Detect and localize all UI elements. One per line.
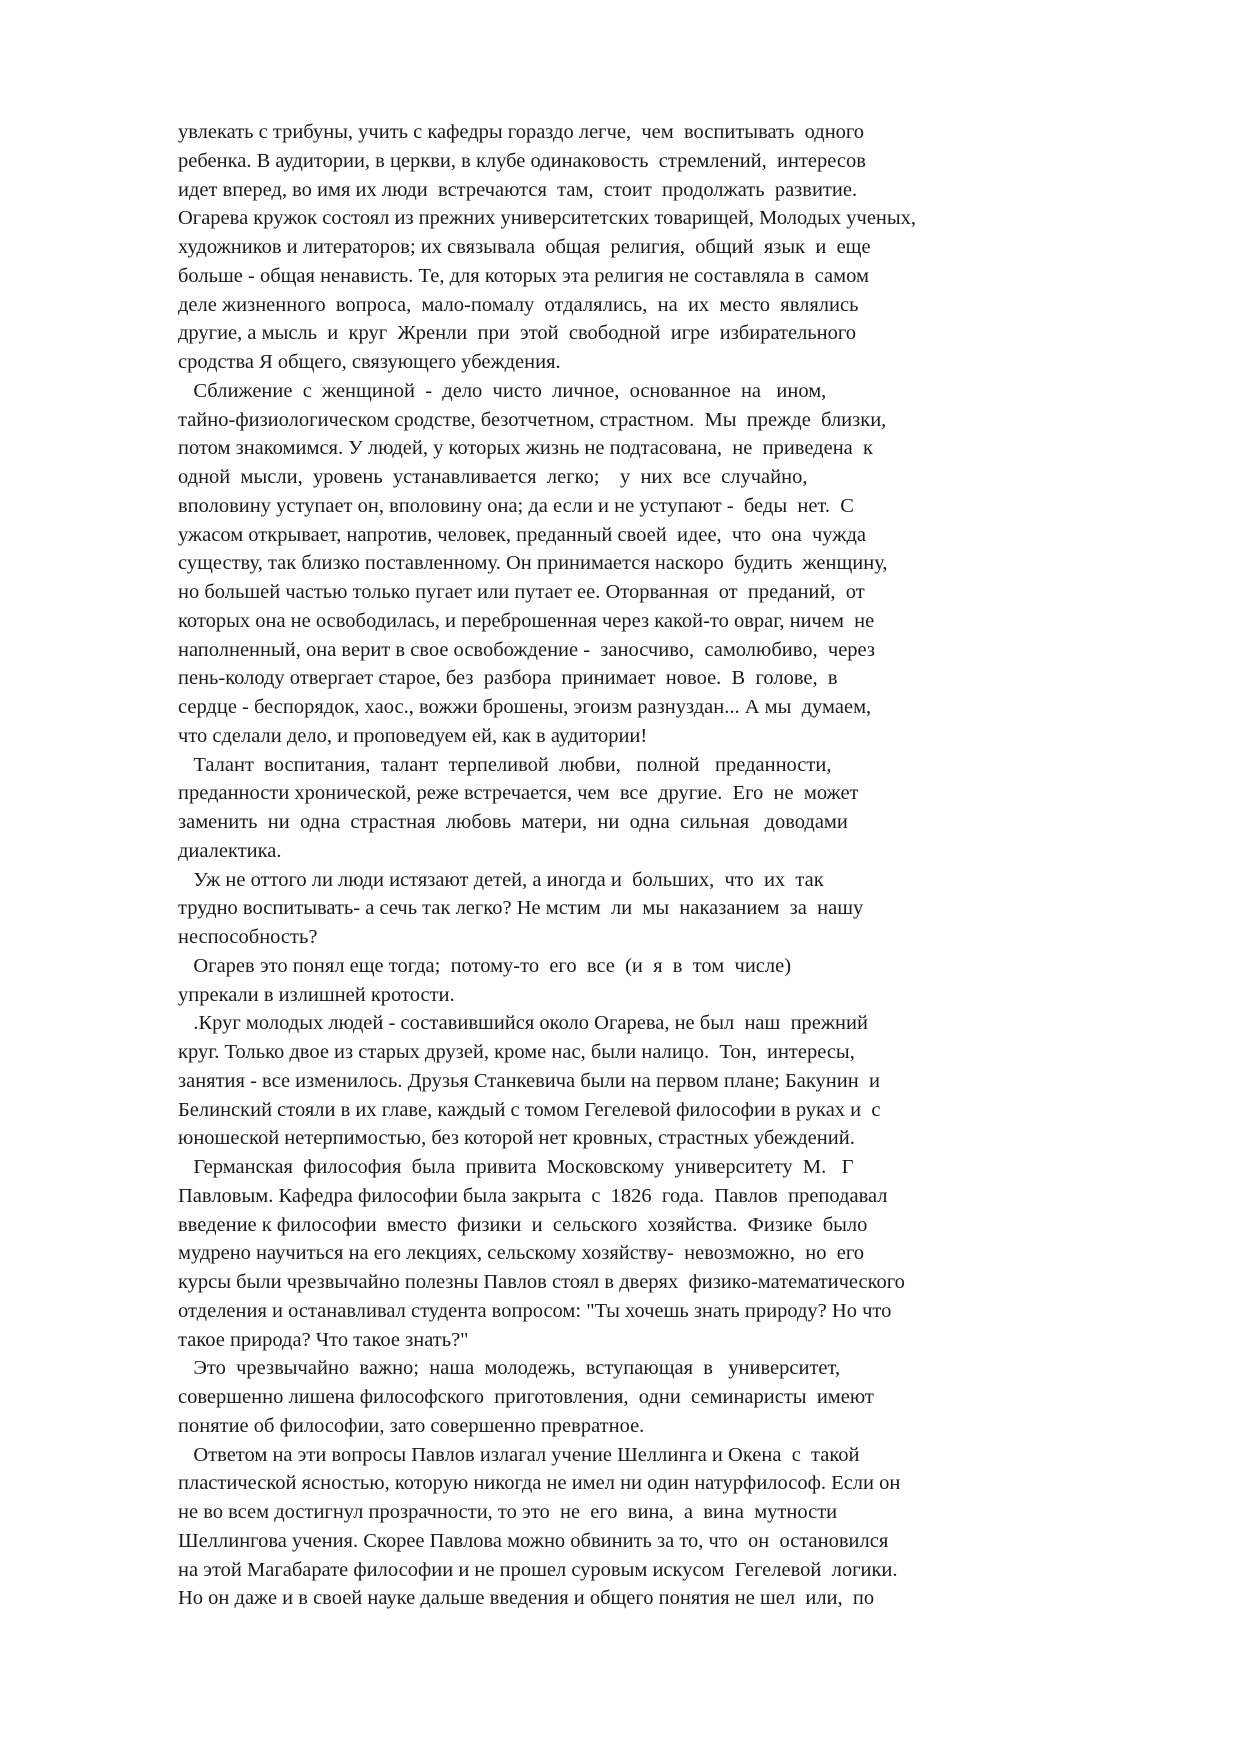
text-line: Сближение с женщиной - дело чисто личное, основанное на ином, bbox=[178, 379, 827, 402]
text-line: трудно воспитывать- а сечь так легко? Не мстим ли мы наказанием за нашу bbox=[178, 897, 864, 920]
text-line: Талант воспитания, талант терпеливой любви, полной преданности, bbox=[178, 753, 832, 776]
text-line: идет вперед, во имя их люди встречаются там, стоит продолжать развитие. bbox=[178, 178, 858, 201]
text-line: занятия - все изменилось. Друзья Станкевича были на первом плане; Бакунин и bbox=[178, 1069, 880, 1092]
text-line: пластической ясностью, которую никогда не имел ни один натурфилософ. Если он bbox=[178, 1472, 901, 1495]
text-line: пень-колоду отвергает старое, без разбора принимает новое. В голове, в bbox=[178, 667, 838, 690]
text-line: деле жизненного вопроса, мало-помалу отдалялись, на их место являлись bbox=[178, 293, 859, 316]
text-line: Огарев это понял еще тогда; потому-то его все (и я в том числе) bbox=[178, 954, 792, 977]
text-line: круг. Только двое из старых друзей, кроме нас, были налицо. Тон, интересы, bbox=[178, 1041, 855, 1063]
text-line: неспособность? bbox=[178, 926, 318, 948]
text-line: сердце - беспорядок, хаос., вожжи брошены, эгоизм разнуздан... А мы думаем, bbox=[178, 696, 872, 718]
text-line: существу, так близко поставленному. Он принимается наскоро будить женщину, bbox=[178, 552, 888, 575]
text-line: другие, а мысль и круг Жренли при этой свободной игре избирательного bbox=[178, 322, 857, 345]
text-line: но большей частью только пугает или путает ее. Оторванная от преданий, от bbox=[178, 581, 865, 603]
text-line: Огарева кружок состоял из прежних университетских товарищей, Молодых ученых, bbox=[178, 207, 917, 230]
text-line: Уж не оттого ли люди истязают детей, а иногда и больших, что их так bbox=[178, 868, 824, 891]
text-line: вполовину уступает он, вполовину она; да если и не уступают - беды нет. С bbox=[178, 494, 854, 517]
text-line: Белинский стояли в их главе, каждый с томом Гегелевой философии в руках и с bbox=[178, 1098, 881, 1121]
text-line: диалектика. bbox=[178, 839, 282, 862]
text-line: Но он даже и в своей науке дальше введения и общего понятия не шел или, по bbox=[178, 1587, 875, 1610]
text-line: не во всем достигнул прозрачности, то это не его вина, а вина мутности bbox=[178, 1501, 838, 1523]
text-line: упрекали в излишней кротости. bbox=[178, 983, 455, 1006]
text-line: преданности хронической, реже встречается, чем все другие. Его не может bbox=[178, 782, 859, 805]
text-line: понятие об философии, зато совершенно превратное. bbox=[178, 1414, 645, 1437]
text-line: Германская философия была привита Московскому университету М. Г bbox=[178, 1156, 854, 1178]
text-line: которых она не освободилась, и переброшенная через какой-то овраг, ничем не bbox=[178, 609, 875, 632]
text-line: одной мысли, уровень устанавливается легко; у них все случайно, bbox=[178, 466, 808, 488]
text-line: .Круг молодых людей - составившийся около Огарева, не был наш прежний bbox=[178, 1012, 868, 1035]
text-line: ужасом открывает, напротив, человек, преданный своей идее, что она чужда bbox=[178, 523, 866, 546]
text-line: что сделали дело, и проповедуем ей, как в аудитории! bbox=[178, 724, 648, 747]
text-line: ребенка. В аудитории, в церкви, в клубе одинаковость стремлений, интересов bbox=[178, 149, 866, 172]
text-line: потом знакомимся. У людей, у которых жизнь не подтасована, не приведена к bbox=[178, 437, 873, 460]
text-line: сродства Я общего, связующего убеждения. bbox=[178, 351, 561, 373]
text-line: Это чрезвычайно важно; наша молодежь, вступающая в университет, bbox=[178, 1357, 841, 1380]
text-line: заменить ни одна страстная любовь матери, ни одна сильная доводами bbox=[178, 811, 848, 833]
text-line: на этой Магабарате философии и не прошел суровым искусом Гегелевой логики. bbox=[178, 1558, 898, 1581]
text-line: Шеллингова учения. Скорее Павлова можно обвинить за то, что он остановился bbox=[178, 1529, 889, 1552]
document-text bbox=[178, 118, 1078, 1613]
text-line: совершенно лишена философского приготовления, одни семинаристы имеют bbox=[178, 1386, 874, 1408]
text-line: юношеской нетерпимостью, без которой нет кровных, страстных убеждений. bbox=[178, 1127, 855, 1150]
text-line: мудрено научиться на его лекциях, сельскому хозяйству- невозможно, но его bbox=[178, 1242, 864, 1265]
text-line: введение к философии вместо физики и сельского хозяйства. Физике было bbox=[178, 1213, 868, 1236]
text-line: Павловым. Кафедра философии была закрыта с 1826 года. Павлов преподавал bbox=[178, 1184, 888, 1207]
text-line: курсы были чрезвычайно полезны Павлов стоял в дверях физико-математического bbox=[178, 1271, 905, 1293]
text-line: художников и литераторов; их связывала общая религия, общий язык и еще bbox=[178, 236, 871, 258]
text-line: отделения и останавливал студента вопросом: "Ты хочешь знать природу? Но что bbox=[178, 1299, 892, 1322]
text-line: наполненный, она верит в свое освобождение - заносчиво, самолюбиво, через bbox=[178, 638, 875, 661]
text-line: больше - общая ненависть. Те, для которых эта религия не составляла в самом bbox=[178, 264, 869, 287]
text-line: тайно-физиологическом сродстве, безотчетном, страстном. Мы прежде близки, bbox=[178, 408, 887, 431]
text-line: такое природа? Что такое знать?" bbox=[178, 1328, 469, 1351]
text-line: увлекать с трибуны, учить с кафедры гораздо легче, чем воспитывать одного bbox=[178, 121, 865, 143]
text-line: Ответом на эти вопросы Павлов излагал учение Шеллинга и Окена с такой bbox=[178, 1443, 860, 1466]
